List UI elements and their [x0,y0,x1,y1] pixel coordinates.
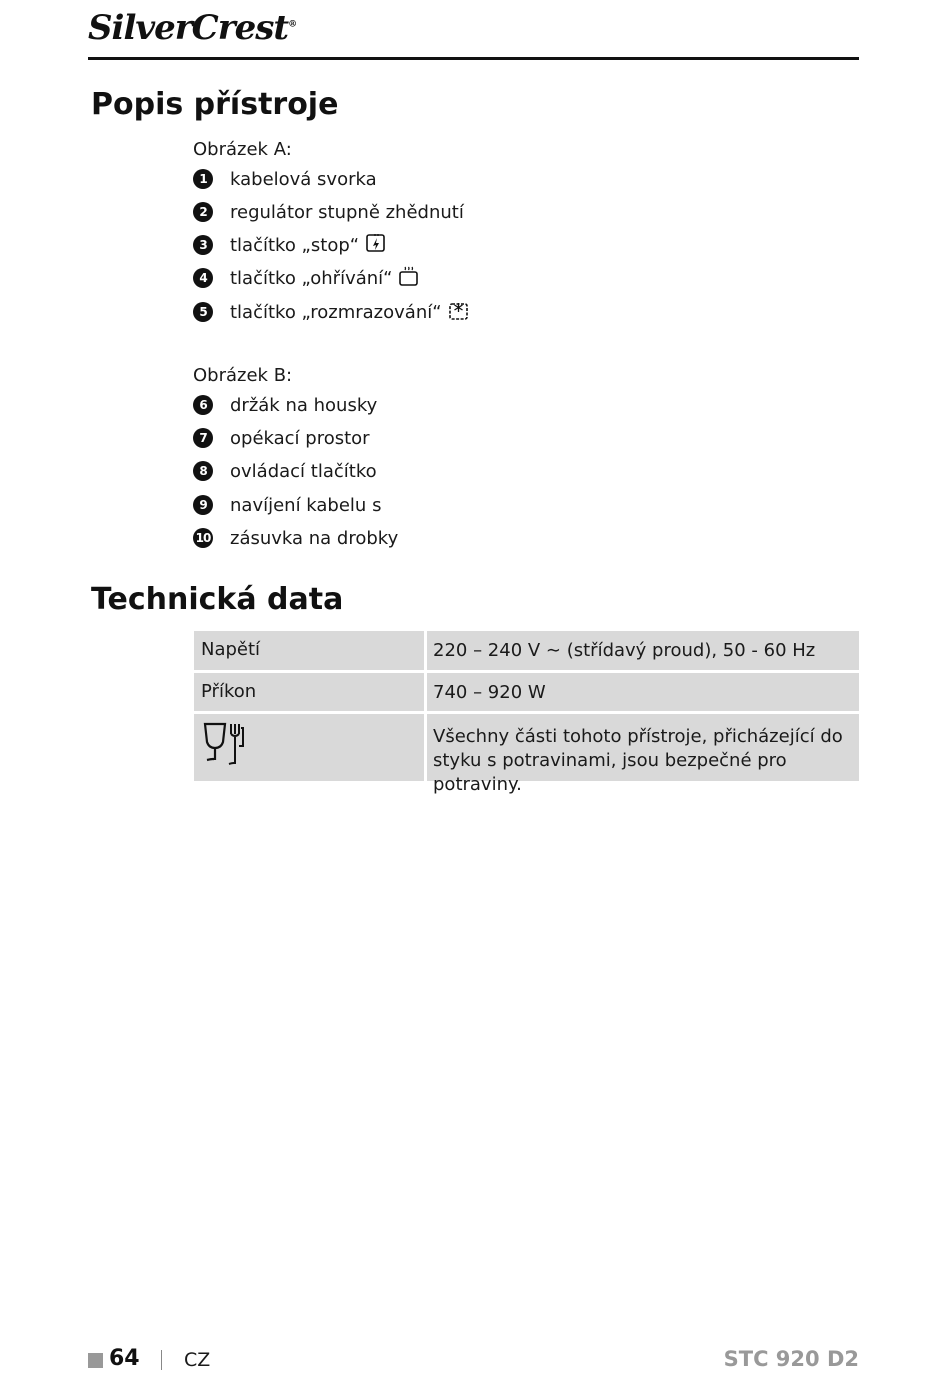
food-safe-text-line2: styku s potravinami, jsou bezpečné pro potraviny. [433,750,787,795]
list-item-text: tlačítko „stop“ [230,234,360,256]
figure-a-label: Obrázek A: [193,139,292,160]
food-safe-text-line1: Všechny části tohoto přístroje, přicházející do [433,726,843,747]
table-cell-value [427,714,859,795]
table-cell-value: 740 – 920 W [433,682,546,703]
list-item-text: navíjení kabelu s [230,494,382,516]
number-badge: 5 [193,302,213,322]
list-item [193,426,370,450]
list-item [193,393,377,417]
header-rule [88,57,859,60]
table-cell-label: Příkon [194,673,427,711]
list-item-text: regulátor stupně zhědnutí [230,201,464,223]
number-badge: 3 [193,235,213,255]
list-item-text: tlačítko „ohřívání“ [230,267,393,289]
table-row [194,631,859,670]
section-title-description: Popis přístroje [91,87,339,122]
section-title-technical-data: Technická data [91,582,344,617]
number-badge: 6 [193,395,213,415]
footer-separator [161,1350,162,1370]
list-item-text: zásuvka na drobky [230,527,399,549]
number-badge: 4 [193,268,213,288]
silvercrest-logo [88,8,296,48]
list-item [193,266,420,290]
table-cell-value: 220 – 240 V ∼ (střídavý proud), 50 - 60 Hz [433,640,816,661]
list-item [193,493,381,517]
number-badge: 7 [193,428,213,448]
registered-mark: ® [288,19,297,30]
list-item-text: tlačítko „rozmrazování“ [230,301,442,323]
list-item-text: držák na housky [230,394,378,416]
table-row [194,714,859,795]
reheat-icon [398,265,420,292]
table-row [194,673,859,711]
number-badge: 8 [193,461,213,481]
tech-data-table [194,631,859,795]
list-item [193,459,377,483]
defrost-icon [448,299,470,326]
list-item [193,526,398,550]
brand-name: SilverCrest [88,8,289,48]
list-item-text: ovládací tlačítko [230,460,377,482]
number-badge: 9 [193,495,213,515]
list-item [193,300,470,324]
table-cell-icon [194,714,427,781]
number-badge: 1 [193,169,213,189]
number-badge: 10 [193,528,213,548]
stop-icon [365,232,387,259]
list-item-text: kabelová svorka [230,168,377,190]
list-item [193,167,377,191]
language-code: CZ [184,1349,211,1371]
list-item-text: opékací prostor [230,427,370,449]
number-badge: 2 [193,202,213,222]
footer-square [88,1353,103,1368]
model-number: STC 920 D2 [723,1347,859,1371]
figure-b-label: Obrázek B: [193,365,293,386]
page-header [88,6,859,60]
list-item [193,200,464,224]
table-cell-label: Napětí [194,631,427,670]
list-item [193,233,387,257]
food-safe-icon [201,754,247,775]
page-footer [88,1346,859,1374]
page-number: 64 [109,1346,140,1371]
